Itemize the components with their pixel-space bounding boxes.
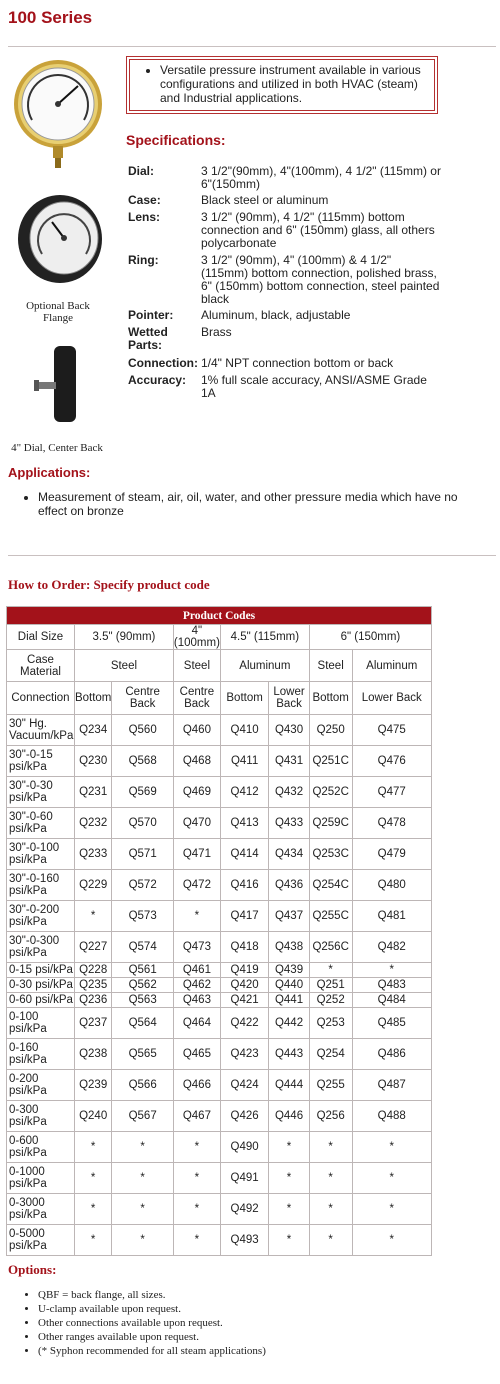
code-cell: Q235 bbox=[74, 978, 111, 993]
dial-size-header: 6" (150mm) bbox=[309, 625, 431, 650]
code-cell: Q439 bbox=[269, 963, 310, 978]
code-cell: Q253C bbox=[309, 839, 352, 870]
table-row bbox=[7, 1101, 432, 1132]
code-cell: Q484 bbox=[352, 993, 432, 1008]
code-cell: Q463 bbox=[173, 993, 220, 1008]
code-cell: * bbox=[112, 1194, 174, 1225]
code-cell: Q252 bbox=[309, 993, 352, 1008]
table-row bbox=[7, 963, 432, 978]
connection-header: Centre Back bbox=[173, 682, 220, 715]
gauge-caption-center-back: 4" Dial, Center Back bbox=[11, 442, 103, 454]
spec-key: Lens: bbox=[128, 210, 161, 224]
code-cell: * bbox=[309, 1194, 352, 1225]
code-cell: * bbox=[269, 1225, 310, 1256]
code-cell: * bbox=[74, 1163, 111, 1194]
code-cell: Q565 bbox=[112, 1039, 174, 1070]
code-cell: * bbox=[112, 1163, 174, 1194]
code-cell: * bbox=[269, 1163, 310, 1194]
connection-header: Lower Back bbox=[269, 682, 310, 715]
table-row bbox=[7, 715, 432, 746]
code-cell: Q567 bbox=[112, 1101, 174, 1132]
code-cell: * bbox=[269, 1132, 310, 1163]
code-cell: Q441 bbox=[269, 993, 310, 1008]
table-row bbox=[7, 1194, 432, 1225]
code-cell: Q478 bbox=[352, 808, 432, 839]
code-cell: Q228 bbox=[74, 963, 111, 978]
gauge-caption-back-flange: Optional Back Flange bbox=[26, 300, 90, 324]
code-cell: Q436 bbox=[269, 870, 310, 901]
dial-size-label: Dial Size bbox=[7, 625, 75, 650]
option-item: • (* Syphon recommended for all steam applications) bbox=[38, 1344, 266, 1358]
code-cell: Q571 bbox=[112, 839, 174, 870]
table-row bbox=[7, 1225, 432, 1256]
code-cell: Q229 bbox=[74, 870, 111, 901]
code-cell: Q446 bbox=[269, 1101, 310, 1132]
code-cell: Q488 bbox=[352, 1101, 432, 1132]
code-cell: * bbox=[352, 963, 432, 978]
code-cell: Q475 bbox=[352, 715, 432, 746]
code-cell: Q422 bbox=[220, 1008, 268, 1039]
code-cell: Q492 bbox=[220, 1194, 268, 1225]
table-row bbox=[7, 839, 432, 870]
code-cell: Q465 bbox=[173, 1039, 220, 1070]
code-cell: Q417 bbox=[220, 901, 268, 932]
spec-key: Pointer: bbox=[128, 308, 174, 322]
range-cell: 0-1000 psi/kPa bbox=[7, 1163, 75, 1194]
table-row bbox=[7, 746, 432, 777]
code-cell: Q476 bbox=[352, 746, 432, 777]
code-cell: Q485 bbox=[352, 1008, 432, 1039]
code-cell: Q564 bbox=[112, 1008, 174, 1039]
brass-gauge-image bbox=[10, 58, 106, 170]
code-cell: Q434 bbox=[269, 839, 310, 870]
connection-label: Connection bbox=[7, 682, 75, 715]
code-cell: Q490 bbox=[220, 1132, 268, 1163]
table-row bbox=[7, 1132, 432, 1163]
code-cell: Q574 bbox=[112, 932, 174, 963]
range-cell: 30"-0-100 psi/kPa bbox=[7, 839, 75, 870]
code-cell: Q432 bbox=[269, 777, 310, 808]
code-cell: Q416 bbox=[220, 870, 268, 901]
code-cell: * bbox=[173, 1132, 220, 1163]
spec-value: 3 1/2" (90mm), 4 1/2" (115mm) bottom connection and 6" (150mm) glass, all others polycarbonate bbox=[201, 210, 435, 250]
range-cell: 0-200 psi/kPa bbox=[7, 1070, 75, 1101]
code-cell: Q232 bbox=[74, 808, 111, 839]
spec-key: Case: bbox=[128, 193, 161, 207]
center-back-gauge-image bbox=[34, 346, 86, 426]
code-cell: Q569 bbox=[112, 777, 174, 808]
code-cell: Q477 bbox=[352, 777, 432, 808]
code-cell: Q437 bbox=[269, 901, 310, 932]
code-cell: * bbox=[352, 1225, 432, 1256]
code-cell: Q421 bbox=[220, 993, 268, 1008]
code-cell: Q482 bbox=[352, 932, 432, 963]
divider bbox=[8, 46, 496, 47]
spec-value: 1/4" NPT connection bottom or back bbox=[201, 356, 394, 370]
code-cell: Q240 bbox=[74, 1101, 111, 1132]
range-cell: 0-15 psi/kPa bbox=[7, 963, 75, 978]
code-cell: Q227 bbox=[74, 932, 111, 963]
code-cell: * bbox=[112, 1225, 174, 1256]
code-cell: * bbox=[309, 963, 352, 978]
range-cell: 0-3000 psi/kPa bbox=[7, 1194, 75, 1225]
table-row bbox=[7, 1070, 432, 1101]
application-item: • Measurement of steam, air, oil, water, and other pressure media which have no effect on bronze bbox=[38, 490, 478, 518]
code-cell: Q438 bbox=[269, 932, 310, 963]
spec-value: Aluminum, black, adjustable bbox=[201, 308, 351, 322]
code-cell: Q469 bbox=[173, 777, 220, 808]
back-flange-gauge-image bbox=[16, 192, 104, 286]
spec-value: Black steel or aluminum bbox=[201, 193, 329, 207]
code-cell: * bbox=[352, 1132, 432, 1163]
material-header: Steel bbox=[309, 650, 352, 682]
dial-size-header: 4" (100mm) bbox=[173, 625, 220, 649]
connection-header: Bottom bbox=[309, 682, 352, 715]
table-row bbox=[7, 901, 432, 932]
code-cell: Q410 bbox=[220, 715, 268, 746]
dial-size-header: 4.5" (115mm) bbox=[220, 625, 309, 650]
table-row bbox=[7, 978, 432, 993]
code-cell: Q462 bbox=[173, 978, 220, 993]
code-cell: Q413 bbox=[220, 808, 268, 839]
code-cell: Q254C bbox=[309, 870, 352, 901]
code-cell: Q433 bbox=[269, 808, 310, 839]
spec-key: Ring: bbox=[128, 253, 159, 267]
code-cell: Q231 bbox=[74, 777, 111, 808]
code-cell: Q252C bbox=[309, 777, 352, 808]
spec-key: Dial: bbox=[128, 164, 155, 178]
spec-value: 3 1/2" (90mm), 4" (100mm) & 4 1/2" (115mm) bottom connection, polished brass, 6" (150mm) bottom connection, steel painted black bbox=[201, 253, 440, 306]
code-cell: * bbox=[269, 1194, 310, 1225]
material-header: Aluminum bbox=[220, 650, 309, 682]
code-cell: Q256 bbox=[309, 1101, 352, 1132]
code-cell: Q568 bbox=[112, 746, 174, 777]
connection-header: Centre Back bbox=[112, 682, 174, 715]
connection-header: Bottom bbox=[220, 682, 268, 715]
material-header: Steel bbox=[74, 650, 173, 682]
spec-value: 1% full scale accuracy, ANSI/ASME Grade 1A bbox=[201, 373, 427, 400]
code-cell: Q493 bbox=[220, 1225, 268, 1256]
code-cell: Q461 bbox=[173, 963, 220, 978]
code-cell: Q573 bbox=[112, 901, 174, 932]
connection-header: Lower Back bbox=[352, 682, 432, 715]
dial-size-header: 3.5" (90mm) bbox=[74, 625, 173, 650]
range-cell: 30"-0-160 psi/kPa bbox=[7, 870, 75, 901]
code-cell: * bbox=[74, 1194, 111, 1225]
code-cell: Q464 bbox=[173, 1008, 220, 1039]
code-cell: Q253 bbox=[309, 1008, 352, 1039]
code-cell: * bbox=[173, 901, 220, 932]
table-row bbox=[7, 777, 432, 808]
code-cell: Q236 bbox=[74, 993, 111, 1008]
range-cell: 30"-0-200 psi/kPa bbox=[7, 901, 75, 932]
table-row bbox=[7, 932, 432, 963]
code-cell: * bbox=[352, 1194, 432, 1225]
code-cell: Q233 bbox=[74, 839, 111, 870]
code-cell: Q473 bbox=[173, 932, 220, 963]
code-cell: Q420 bbox=[220, 978, 268, 993]
code-cell: Q250 bbox=[309, 715, 352, 746]
code-cell: Q472 bbox=[173, 870, 220, 901]
code-cell: Q442 bbox=[269, 1008, 310, 1039]
range-cell: 0-30 psi/kPa bbox=[7, 978, 75, 993]
code-cell: Q466 bbox=[173, 1070, 220, 1101]
range-cell: 30" Hg. Vacuum/kPa bbox=[7, 715, 75, 746]
code-cell: Q468 bbox=[173, 746, 220, 777]
code-cell: Q234 bbox=[74, 715, 111, 746]
code-cell: Q563 bbox=[112, 993, 174, 1008]
code-cell: Q237 bbox=[74, 1008, 111, 1039]
code-cell: Q443 bbox=[269, 1039, 310, 1070]
product-codes-table bbox=[6, 606, 432, 1256]
divider bbox=[8, 555, 496, 556]
code-cell: Q431 bbox=[269, 746, 310, 777]
code-cell: * bbox=[112, 1132, 174, 1163]
code-cell: Q491 bbox=[220, 1163, 268, 1194]
table-row bbox=[7, 870, 432, 901]
option-item: • Other ranges available upon request. bbox=[38, 1330, 266, 1344]
code-cell: * bbox=[173, 1163, 220, 1194]
code-cell: Q418 bbox=[220, 932, 268, 963]
range-cell: 0-5000 psi/kPa bbox=[7, 1225, 75, 1256]
option-item: • Other connections available upon request. bbox=[38, 1316, 266, 1330]
code-cell: Q570 bbox=[112, 808, 174, 839]
code-cell: Q238 bbox=[74, 1039, 111, 1070]
code-cell: Q444 bbox=[269, 1070, 310, 1101]
code-cell: Q479 bbox=[352, 839, 432, 870]
case-material-label: Case Material bbox=[7, 650, 75, 682]
code-cell: Q419 bbox=[220, 963, 268, 978]
code-cell: Q483 bbox=[352, 978, 432, 993]
code-cell: Q471 bbox=[173, 839, 220, 870]
page-title: 100 Series bbox=[8, 8, 93, 27]
code-cell: Q255C bbox=[309, 901, 352, 932]
code-cell: Q430 bbox=[269, 715, 310, 746]
code-cell: Q414 bbox=[220, 839, 268, 870]
table-row bbox=[7, 1163, 432, 1194]
code-cell: Q440 bbox=[269, 978, 310, 993]
table-row bbox=[7, 1008, 432, 1039]
specifications-heading: Specifications: bbox=[126, 132, 226, 148]
code-cell: * bbox=[309, 1163, 352, 1194]
code-cell: * bbox=[309, 1225, 352, 1256]
code-cell: Q460 bbox=[173, 715, 220, 746]
code-cell: Q255 bbox=[309, 1070, 352, 1101]
order-heading: How to Order: Specify product code bbox=[8, 577, 210, 592]
range-cell: 30"-0-15 psi/kPa bbox=[7, 746, 75, 777]
code-cell: * bbox=[74, 1132, 111, 1163]
material-header: Steel bbox=[173, 650, 220, 682]
table-row bbox=[7, 808, 432, 839]
range-cell: 30"-0-60 psi/kPa bbox=[7, 808, 75, 839]
code-cell: Q259C bbox=[309, 808, 352, 839]
range-cell: 0-60 psi/kPa bbox=[7, 993, 75, 1008]
code-cell: Q251 bbox=[309, 978, 352, 993]
code-cell: Q487 bbox=[352, 1070, 432, 1101]
code-cell: * bbox=[309, 1132, 352, 1163]
code-cell: Q426 bbox=[220, 1101, 268, 1132]
code-cell: * bbox=[173, 1225, 220, 1256]
feature-box bbox=[126, 56, 438, 114]
code-cell: Q481 bbox=[352, 901, 432, 932]
material-header: Aluminum bbox=[352, 650, 432, 682]
connection-header: Bottom bbox=[74, 682, 111, 715]
range-cell: 30"-0-30 psi/kPa bbox=[7, 777, 75, 808]
code-cell: Q470 bbox=[173, 808, 220, 839]
code-cell: Q239 bbox=[74, 1070, 111, 1101]
code-cell: Q423 bbox=[220, 1039, 268, 1070]
code-cell: Q251C bbox=[309, 746, 352, 777]
feature-text: • Versatile pressure instrument available in various configurations and utilized in both HVAC (steam) and Industrial applications. bbox=[160, 63, 434, 105]
code-cell: Q467 bbox=[173, 1101, 220, 1132]
code-cell: * bbox=[173, 1194, 220, 1225]
range-cell: 0-100 psi/kPa bbox=[7, 1008, 75, 1039]
code-cell: Q230 bbox=[74, 746, 111, 777]
spec-value: Brass bbox=[201, 325, 232, 339]
range-cell: 0-160 psi/kPa bbox=[7, 1039, 75, 1070]
code-cell: * bbox=[74, 901, 111, 932]
code-cell: Q411 bbox=[220, 746, 268, 777]
range-cell: 0-600 psi/kPa bbox=[7, 1132, 75, 1163]
code-cell: Q256C bbox=[309, 932, 352, 963]
code-cell: Q412 bbox=[220, 777, 268, 808]
code-cell: * bbox=[74, 1225, 111, 1256]
option-item: • QBF = back flange, all sizes. bbox=[38, 1288, 266, 1302]
code-cell: Q562 bbox=[112, 978, 174, 993]
spec-key: Connection: bbox=[128, 356, 198, 370]
table-row bbox=[7, 1039, 432, 1070]
options-heading: Options: bbox=[8, 1262, 57, 1277]
code-cell: Q572 bbox=[112, 870, 174, 901]
code-cell: Q486 bbox=[352, 1039, 432, 1070]
option-item: • U-clamp available upon request. bbox=[38, 1302, 266, 1316]
table-row bbox=[7, 993, 432, 1008]
spec-value: 3 1/2"(90mm), 4"(100mm), 4 1/2" (115mm) or 6"(150mm) bbox=[201, 164, 441, 191]
spec-key: Wetted Parts: bbox=[128, 325, 168, 352]
code-cell: Q566 bbox=[112, 1070, 174, 1101]
applications-heading: Applications: bbox=[8, 465, 91, 480]
code-cell: * bbox=[352, 1163, 432, 1194]
code-cell: Q480 bbox=[352, 870, 432, 901]
range-cell: 30"-0-300 psi/kPa bbox=[7, 932, 75, 963]
table-caption: Product Codes bbox=[7, 607, 432, 625]
range-cell: 0-300 psi/kPa bbox=[7, 1101, 75, 1132]
code-cell: Q254 bbox=[309, 1039, 352, 1070]
code-cell: Q561 bbox=[112, 963, 174, 978]
spec-key: Accuracy: bbox=[128, 373, 187, 387]
code-cell: Q560 bbox=[112, 715, 174, 746]
code-cell: Q424 bbox=[220, 1070, 268, 1101]
